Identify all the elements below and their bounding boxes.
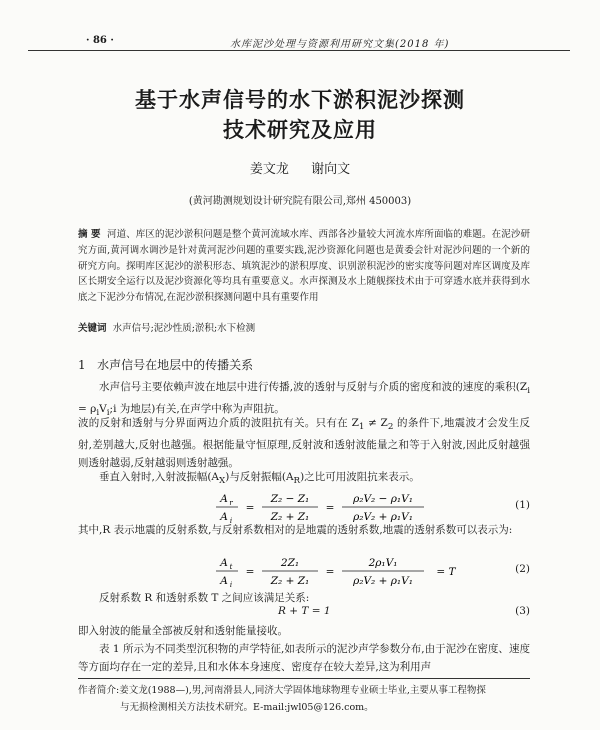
running-header (28, 32, 570, 51)
eq2-equals-1: = (245, 566, 255, 578)
abstract-label: 摘 要 (78, 229, 101, 240)
eq1-mid-num: Z₂ − Z₁ (270, 493, 310, 505)
eq2-mid-num: 2Z₁ (280, 557, 300, 569)
equation-2-number: (2) (515, 563, 530, 575)
abstract (78, 227, 530, 306)
eq2-equals-2: = (325, 566, 335, 578)
eq2-lhs-num: A (220, 557, 228, 569)
eq1-rhs-num: ρ₂V₂ − ρ₁V₁ (353, 493, 413, 505)
eq2-rhs-den: ρ₂V₂ + ρ₁V₁ (353, 575, 413, 587)
page-number: · 86 · (86, 35, 114, 46)
equation-3-formula: R + T = 1 (278, 605, 331, 617)
section-number: 1 (78, 358, 86, 372)
footnote-line-1: 作者简介:姜文龙(1988—),男,河南滑县人,同济大学固体地球物理专业硕士毕业,主要从事工程物探 (78, 685, 486, 696)
eq1-rhs-den: ρ₂V₂ + ρ₁V₁ (353, 511, 413, 523)
equation-1-number: (1) (515, 499, 530, 511)
equation-2-formula (78, 551, 530, 591)
section-title: 水声信号在地层中的传播关系 (97, 358, 254, 372)
section-heading (78, 356, 253, 373)
keywords-text: 水声信号;泥沙性质;淤积;水下检测 (112, 323, 256, 334)
eq1-equals-2: = (325, 502, 335, 514)
paper-title-line-2: 技术研究及应用 (223, 117, 377, 142)
eq1-lhs-num: A (220, 493, 228, 505)
affiliation: (黄河勘测规划设计研究院有限公司,郑州 450003) (188, 196, 412, 207)
author-2: 谢向文 (311, 162, 351, 177)
equation-3 (78, 604, 530, 624)
eq1-lhs-den-sub: i (229, 517, 233, 525)
footnote-rule (78, 678, 530, 679)
eq1-equals-1: = (245, 502, 255, 514)
eq2-result: = T (436, 566, 456, 578)
eq1-lhs-num-sub: r (229, 499, 233, 507)
paragraph-3: 垂直入射时,入射波振幅$(A_X)$与反射振幅$(A_R)$之比可用波阻抗来表示。 (99, 471, 420, 487)
equation-3-number: (3) (515, 605, 530, 617)
eq2-lhs-den-sub: i (229, 581, 233, 589)
eq1-lhs-den: A (220, 511, 228, 523)
equation-2 (78, 551, 530, 591)
keywords (78, 320, 530, 334)
paragraph-7: 表 1 所示为不同类型沉积物的声学特征,如表所示的泥沙声学参数分布,由于泥沙在密度、速度等方面均存在一定的差异,且和水体本身速度、密度存在较大差异,这为利用声 (78, 643, 530, 673)
abstract-text: 河道、库区的泥沙淤积问题是整个黄河流域水库、西部各沙量较大河流水库所面临的难题。在泥沙研究方面,黄河调水调沙是针对黄河泥沙问题的重要实践,泥沙资源化问题也是黄委会针对泥沙问题的一个新的研究方向。探明库区泥沙的淤积形态、填筑泥沙的淤积厚度、识别淤积泥沙的密实度等问题对库区调度及库区长期安全运行以及泥沙资源化等均具有重要意义。水声探测及水上随舰探技术由于可穿透水底并获得到水底之下泥沙分布情况,在泥沙淤积探测问题中具有重要作用 (78, 229, 530, 304)
paragraph-2: 波的反射和透射与分界面两边介质的波阻抗有关。只有在 $Z_1 \ne Z_2$ 的条件下,地震波才会发生反射,差别越大,反射也越强。根据能量守恒原理,反射波和透射波能量之和等于入射波,因此反射越强则透射越弱,反射越弱则透射越强。 (78, 417, 530, 470)
footnote-line-2: 与无损检测相关方法技术研究。E-mail:jwl05@126.com。 (120, 702, 374, 713)
running-title: 水库泥沙处理与资源利用研究文集(2018 年) (230, 39, 450, 50)
paragraph-1: 水声信号主要依赖声波在地层中进行传播,波的透射与反射与介质的密度和波的速度的乘积($Z_i$ = $\rho_iV_i;i$ 为地层)有关,在声学中称为声阻抗。 (78, 381, 530, 419)
paragraph-6: 即入射波的能量全部被反射和透射能量接收。 (78, 625, 288, 637)
keywords-label: 关键词 (78, 323, 107, 334)
eq2-mid-den: Z₂ + Z₁ (270, 575, 310, 587)
eq2-lhs-num-sub: t (229, 563, 233, 571)
authors (0, 158, 600, 177)
eq2-rhs-num: 2ρ₁V₁ (368, 557, 398, 569)
eq1-mid-den: Z₂ + Z₁ (270, 511, 310, 523)
paragraph-4: 其中,R 表示地震的反射系数,与反射系数相对的是地震的透射系数,地震的透射系数可以表示为: (78, 524, 513, 536)
paper-title-line-1: 基于水声信号的水下淤积泥沙探测 (135, 87, 465, 112)
eq2-lhs-den: A (220, 575, 228, 587)
author-1: 姜文龙 (249, 162, 289, 177)
paragraph-5: 反射系数 R 和透射系数 T 之间应该满足关系: (99, 592, 310, 604)
